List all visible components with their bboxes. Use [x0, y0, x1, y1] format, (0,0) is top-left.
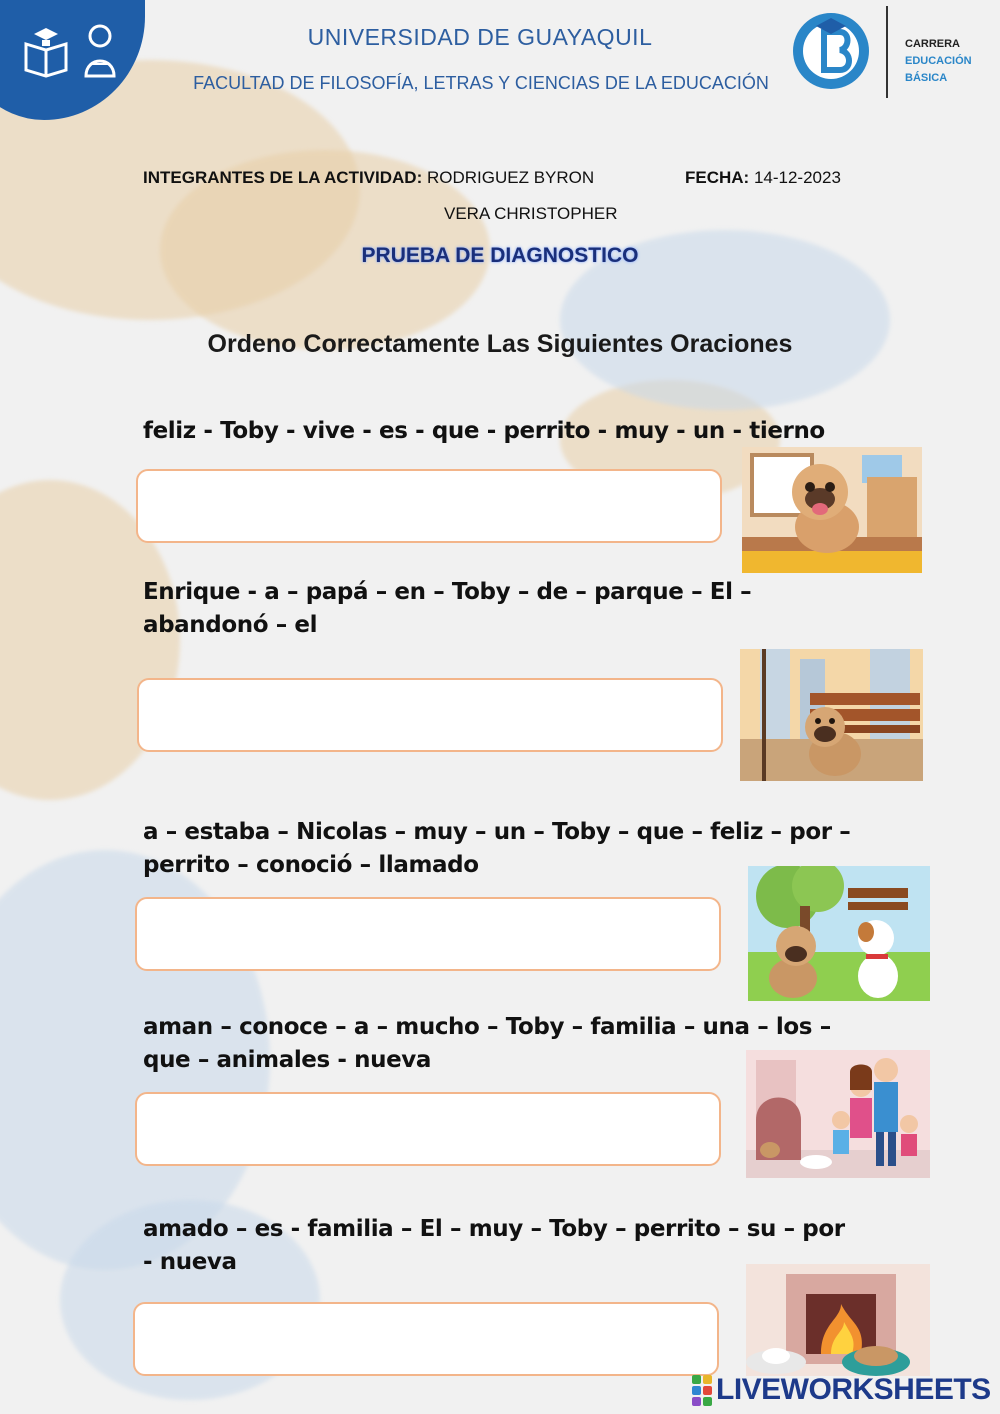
- liveworksheets-icon: [692, 1375, 712, 1406]
- member-2: VERA CHRISTOPHER: [444, 204, 618, 223]
- liveworksheets-logo: [692, 1373, 991, 1407]
- university-title: UNIVERSIDAD DE GUAYAQUIL: [307, 24, 653, 50]
- sentence-4: aman – conoce – a – mucho – Toby – familia – una – los – que – animales - nueva: [143, 1014, 831, 1073]
- test-title: PRUEBA DE DIAGNOSTICO: [361, 244, 639, 267]
- faculty-name: FACULTAD DE FILOSOFÍA, LETRAS Y CIENCIAS DE LA EDUCACIÓN: [193, 73, 769, 93]
- members-label: INTEGRANTES DE LA ACTIVIDAD:: [143, 168, 423, 187]
- liveworksheets-text: LIVEWORKSHEETS: [716, 1373, 991, 1406]
- date-value: 14-12-2023: [753, 168, 841, 187]
- family-with-pets-image: [746, 1050, 930, 1178]
- sentence-5: amado – es - familia – El – muy – Toby – perrito – su – por - nueva: [143, 1216, 845, 1275]
- sentence-1: feliz - Toby - vive - es - que - perrito - muy - un - tierno: [143, 418, 825, 444]
- sentence-2: Enrique - a – papá – en – Toby – de – parque – El – abandonó – el: [143, 579, 752, 638]
- career-emblem-icon: [790, 10, 872, 92]
- pug-living-room-image: [742, 447, 922, 573]
- answer-field-4[interactable]: [135, 1092, 721, 1166]
- answer-field-3[interactable]: [135, 897, 721, 971]
- sentence-3: a – estaba – Nicolas – muy – un – Toby – que – feliz – por – perrito – conoció – llamado: [143, 819, 851, 878]
- instruction: Ordeno Correctamente Las Siguientes Oraciones: [207, 330, 793, 358]
- pug-park-bench-image: [740, 649, 923, 781]
- pug-and-dog-park-image: [748, 866, 930, 1001]
- career-logo: [790, 10, 872, 97]
- answer-field-2[interactable]: [137, 678, 723, 752]
- members-row: [143, 168, 594, 188]
- career-name: EDUCACIÓN BÁSICA: [905, 55, 972, 84]
- date-label: FECHA:: [685, 168, 750, 187]
- career-label-block: [905, 36, 1000, 87]
- pug-by-fireplace-image: [746, 1264, 930, 1376]
- answer-field-1[interactable]: [136, 469, 722, 543]
- career-label: CARRERA: [905, 38, 960, 50]
- answer-field-5[interactable]: [133, 1302, 719, 1376]
- header-divider: [886, 6, 888, 98]
- member-1: RODRIGUEZ BYRON: [426, 168, 595, 187]
- date-row: [685, 168, 841, 188]
